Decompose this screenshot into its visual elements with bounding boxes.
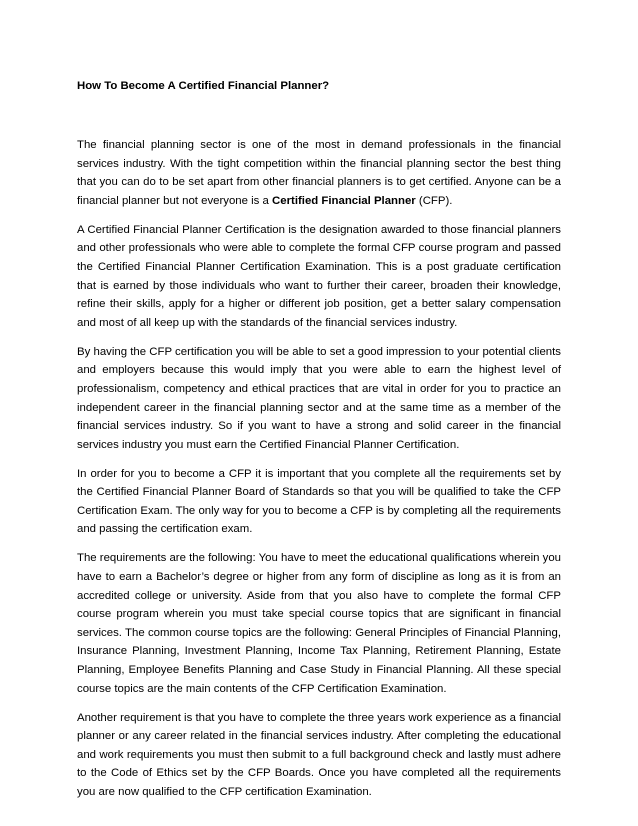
paragraph-experience: Another requirement is that you have to complete the three years work experience as a financial planner or any career related in the financial services industry. After completing the educational and work requirements you must then submit to a full background check and lastly must adhere to the Code of Ethics set by the CFP Boards. Once you have completed all the requirements you are now qualified to the CFP certification Examination. (77, 711, 561, 798)
paragraph-intro-text: The financial planning sector is one of the most in demand professionals in the financial services industry. With the tight competition within the financial planning sector the best thing that you can do to be set apart from other financial planners is to get certified. Anyone can be a financial planner but not everyone is a (77, 139, 561, 207)
paragraph-intro (77, 136, 561, 210)
document-page (77, 78, 561, 812)
paragraph-intro-bold: Certified Financial Planner (272, 194, 416, 207)
paragraph-definition: A Certified Financial Planner Certification is the designation awarded to those financial planners and other professionals who were able to complete the formal CFP course program and passed the Certified Financial Planner Certification Examination. This is a post graduate certification that is earned by those individuals who want to further their career, broaden their knowledge, refine their skills, apply for a higher or different job position, get a better salary compensation and most of all keep up with the standards of the financial services industry. (77, 223, 561, 329)
paragraph-intro-tail: (CFP). (415, 194, 453, 207)
paragraph-benefits: By having the CFP certification you will be able to set a good impression to your potential clients and employers because this would imply that you were able to earn the highest level of professionalism, competency and ethical practices that are vital in order for you to practice an independent career in the financial planning sector and at the same time as a member of the financial services industry. So if you want to have a strong and solid career in the financial services industry you must earn the Certified Financial Planner Certification. (77, 345, 561, 451)
paragraph-process: In order for you to become a CFP it is important that you complete all the requirements set by the Certified Financial Planner Board of Standards so that you will be qualified to take the CFP Certification Exam. The only way for you to become a CFP is by completing all the requirements and passing the certification exam. (77, 467, 561, 536)
paragraph-requirements: The requirements are the following: You have to meet the educational qualifications wherein you have to earn a Bachelor’s degree or higher from any form of discipline as long as it is from an accredited college or university. Aside from that you also have to complete the formal CFP course program wherein you must take special course topics that are significant in financial services. The common course topics are the following: General Principles of Financial Planning, Insurance Planning, Investment Planning, Income Tax Planning, Retirement Planning, Estate Planning, Employee Benefits Planning and Case Study in Financial Planning. All these special course topics are the main contents of the CFP Certification Examination. (77, 552, 561, 695)
document-title: How To Become A Certified Financial Planner? (77, 80, 330, 92)
